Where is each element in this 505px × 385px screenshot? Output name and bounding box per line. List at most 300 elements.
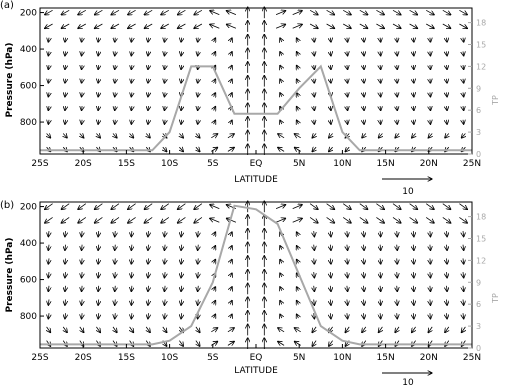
wind-vector — [65, 258, 66, 264]
wind-vector — [280, 273, 282, 277]
wind-vector — [48, 65, 49, 70]
wind-vector — [314, 79, 315, 83]
wind-vector — [230, 93, 232, 97]
wind-vector — [94, 217, 102, 223]
wind-vector — [276, 218, 286, 222]
wind-vector — [131, 120, 132, 125]
wind-vector — [94, 24, 102, 29]
wind-vector — [148, 65, 149, 70]
wind-vector — [314, 65, 315, 70]
wind-vector — [278, 341, 284, 345]
y2-tick-label: 6 — [476, 300, 482, 310]
wind-vector — [413, 106, 414, 111]
wind-vector — [330, 245, 331, 251]
wind-vector — [211, 328, 217, 332]
wind-vector — [198, 79, 199, 83]
wind-vector — [397, 258, 398, 264]
panel-b-label: (b) — [0, 200, 15, 211]
wind-vector — [210, 218, 220, 222]
wind-vector — [96, 327, 100, 333]
wind-vector — [347, 79, 348, 83]
y2-tick-label: 3 — [476, 128, 482, 138]
wind-vector — [347, 258, 348, 264]
wind-vector — [230, 273, 232, 277]
wind-vector — [364, 313, 365, 319]
wind-vector — [98, 313, 99, 319]
wind-vector — [447, 231, 448, 237]
wind-vector — [148, 51, 149, 56]
wind-vector — [413, 286, 414, 292]
panel-a-ylabel: Pressure (hPa) — [5, 42, 15, 118]
y2-tick-label: 12 — [476, 62, 487, 72]
wind-vector — [65, 313, 66, 319]
wind-vector — [397, 65, 398, 70]
wind-vector — [230, 314, 232, 318]
wind-vector — [163, 327, 167, 333]
wind-vector — [230, 259, 232, 263]
x-tick-label: 10N — [333, 353, 352, 363]
wind-vector — [63, 327, 67, 333]
wind-vector — [297, 314, 299, 318]
wind-vector — [293, 205, 303, 209]
wind-vector — [430, 65, 431, 70]
wind-vector — [144, 217, 152, 223]
wind-vector — [413, 120, 414, 125]
panel-b-x-axis — [31, 344, 481, 363]
wind-vector — [447, 245, 448, 251]
y-tick-label: 400 — [19, 45, 37, 56]
y2-tick-label: 12 — [476, 256, 487, 266]
x-tick-label: 20N — [419, 159, 438, 169]
wind-vector — [463, 231, 464, 237]
wind-vector — [276, 205, 286, 209]
wind-vector — [148, 300, 149, 306]
wind-vector — [364, 245, 365, 251]
wind-vector — [230, 232, 232, 236]
wind-vector — [397, 272, 398, 278]
y-tick-label: 200 — [19, 202, 37, 213]
wind-vector — [144, 204, 152, 210]
panel-a-tp-line — [40, 66, 472, 150]
wind-vector — [312, 341, 316, 347]
wind-vector — [45, 10, 53, 15]
y-tick-label: 400 — [19, 239, 37, 250]
panel-b-frame — [40, 202, 472, 348]
wind-vector — [181, 313, 182, 319]
wind-vector — [312, 327, 316, 333]
wind-vector — [48, 245, 49, 251]
wind-vector — [230, 38, 232, 42]
wind-vector — [228, 147, 234, 151]
wind-vector — [327, 204, 335, 210]
wind-vector — [380, 92, 381, 97]
panel-b-ylabel: Pressure (hPa) — [5, 237, 15, 313]
wind-vector — [297, 79, 299, 83]
wind-vector — [463, 286, 464, 292]
wind-vector — [447, 106, 448, 111]
wind-vector — [330, 258, 331, 264]
y2-tick-label: 0 — [476, 150, 482, 159]
wind-vector — [179, 134, 183, 139]
wind-vector — [131, 51, 132, 56]
wind-vector — [463, 272, 464, 278]
wind-vector — [430, 245, 431, 251]
wind-vector — [48, 272, 49, 278]
wind-vector — [181, 300, 182, 306]
wind-vector — [376, 204, 384, 210]
y2-tick-label: 6 — [476, 106, 482, 116]
wind-vector — [393, 10, 401, 15]
wind-vector — [82, 79, 83, 83]
wind-vector — [314, 51, 315, 56]
x-tick-label: 10S — [161, 353, 179, 363]
wind-vector — [395, 134, 399, 139]
wind-vector — [380, 245, 381, 251]
wind-vector — [211, 147, 217, 151]
wind-vector — [397, 286, 398, 292]
wind-vector — [194, 217, 202, 223]
wind-vector — [130, 327, 134, 333]
wind-vector — [364, 106, 365, 111]
wind-vector — [164, 38, 165, 43]
wind-vector — [148, 120, 149, 125]
wind-vector — [65, 38, 66, 43]
wind-vector — [194, 10, 202, 15]
wind-vector — [364, 65, 365, 70]
panel-a-y2label: TP — [491, 95, 500, 105]
wind-vector — [131, 300, 132, 306]
wind-vector — [314, 300, 315, 306]
wind-vector — [463, 120, 464, 125]
wind-vector — [131, 286, 132, 292]
wind-vector — [111, 204, 119, 210]
wind-vector — [280, 259, 282, 263]
x-tick-label: EQ — [249, 353, 263, 363]
wind-vector — [82, 231, 83, 237]
wind-vector — [463, 258, 464, 264]
wind-vector — [196, 134, 200, 139]
wind-vector — [47, 134, 51, 139]
wind-vector — [330, 65, 331, 70]
wind-vector — [210, 24, 220, 28]
wind-vector — [131, 38, 132, 43]
wind-vector — [447, 272, 448, 278]
wind-vector — [181, 245, 182, 251]
y2-tick-label: 3 — [476, 322, 482, 332]
wind-vector — [347, 286, 348, 292]
wind-vector — [65, 300, 66, 306]
wind-vector — [463, 51, 464, 56]
wind-vector — [347, 106, 348, 111]
wind-vector — [330, 79, 331, 83]
wind-vector — [280, 300, 282, 304]
wind-vector — [397, 38, 398, 43]
wind-vector — [380, 65, 381, 70]
wind-vector — [327, 217, 335, 223]
wind-vector — [98, 258, 99, 264]
wind-vector — [96, 134, 100, 139]
panel-b-y2-axis — [468, 213, 486, 353]
wind-vector — [128, 217, 136, 223]
wind-vector — [393, 217, 401, 223]
wind-vector — [330, 120, 331, 125]
wind-vector — [280, 79, 282, 83]
wind-vector — [345, 327, 349, 333]
wind-vector — [310, 24, 318, 29]
wind-vector — [128, 204, 136, 210]
wind-vector — [447, 65, 448, 70]
wind-vector — [343, 217, 351, 223]
y-tick-label: 600 — [19, 81, 37, 92]
wind-vector — [131, 313, 132, 319]
wind-vector — [380, 272, 381, 278]
wind-vector — [61, 217, 69, 223]
wind-vector — [330, 38, 331, 43]
wind-vector — [347, 300, 348, 306]
wind-vector — [410, 24, 418, 29]
wind-vector — [297, 246, 299, 250]
wind-vector — [48, 92, 49, 97]
wind-vector — [230, 65, 232, 69]
wind-vector — [410, 204, 418, 210]
wind-vector — [297, 52, 299, 56]
wind-vector — [364, 51, 365, 56]
wind-vector — [364, 272, 365, 278]
wind-vector — [164, 300, 165, 306]
wind-vector — [447, 258, 448, 264]
wind-vector — [380, 258, 381, 264]
wind-vector — [412, 134, 416, 139]
wind-vector — [179, 341, 183, 347]
x-tick-label: 15N — [376, 353, 395, 363]
wind-vector — [146, 327, 150, 333]
wind-vector — [428, 134, 432, 139]
wind-vector — [380, 286, 381, 292]
wind-vector — [177, 204, 185, 210]
wind-vector — [181, 258, 182, 264]
wind-vector — [45, 217, 53, 223]
wind-vector — [397, 79, 398, 83]
wind-vector — [98, 79, 99, 83]
wind-vector — [312, 147, 316, 152]
wind-vector — [459, 204, 467, 210]
wind-vector — [459, 10, 467, 15]
wind-vector — [447, 51, 448, 56]
y2-tick-label: 9 — [476, 84, 482, 94]
wind-vector — [177, 24, 185, 29]
wind-vector — [164, 120, 165, 125]
y-tick-label: 200 — [19, 8, 37, 19]
wind-vector — [48, 313, 49, 319]
wind-vector — [148, 272, 149, 278]
wind-vector — [445, 134, 449, 139]
wind-vector — [98, 38, 99, 43]
wind-vector — [347, 51, 348, 56]
wind-vector — [314, 286, 315, 292]
wind-vector — [297, 259, 299, 263]
wind-vector — [161, 217, 169, 223]
wind-vector — [98, 231, 99, 237]
panel-b-xlabel: LATITUDE — [234, 366, 278, 376]
wind-vector — [280, 93, 282, 97]
wind-vector — [445, 327, 449, 333]
wind-vector — [343, 204, 351, 210]
wind-vector — [360, 204, 368, 210]
wind-vector — [447, 300, 448, 306]
wind-vector — [314, 272, 315, 278]
x-tick-label: 5S — [207, 353, 219, 363]
wind-vector — [47, 327, 51, 333]
wind-vector — [293, 11, 303, 15]
wind-vector — [131, 258, 132, 264]
wind-vector — [329, 341, 333, 347]
wind-vector — [161, 204, 169, 210]
wind-vector — [113, 327, 117, 333]
y2-tick-label: 15 — [476, 234, 487, 244]
wind-vector — [63, 134, 67, 139]
wind-vector — [146, 134, 150, 139]
wind-vector — [210, 11, 220, 15]
wind-vector — [347, 120, 348, 125]
wind-vector — [82, 120, 83, 125]
wind-vector — [164, 79, 165, 83]
wind-vector — [413, 38, 414, 43]
wind-vector — [181, 286, 182, 292]
wind-vector — [443, 24, 451, 29]
wind-vector — [161, 10, 169, 15]
wind-vector — [413, 245, 414, 251]
wind-vector — [48, 51, 49, 56]
wind-vector — [78, 24, 86, 29]
wind-vector — [463, 38, 464, 43]
wind-vector — [447, 92, 448, 97]
wind-vector — [329, 147, 333, 152]
wind-vector — [397, 231, 398, 237]
wind-vector — [115, 272, 116, 278]
wind-vector — [177, 10, 185, 15]
wind-vector — [397, 92, 398, 97]
wind-vector — [65, 65, 66, 70]
wind-vector — [82, 286, 83, 292]
x-tick-label: 25N — [462, 353, 482, 363]
wind-vector — [413, 79, 414, 83]
panel-b-refvec-label: 10 — [402, 378, 414, 385]
wind-vector — [115, 65, 116, 70]
wind-vector — [98, 106, 99, 111]
wind-vector — [181, 231, 182, 237]
wind-vector — [413, 313, 414, 319]
wind-vector — [393, 204, 401, 210]
wind-vector — [115, 106, 116, 111]
wind-vector — [48, 258, 49, 264]
wind-vector — [113, 134, 117, 139]
wind-vector — [294, 341, 300, 345]
wind-vector — [48, 300, 49, 306]
wind-vector — [397, 313, 398, 319]
wind-vector — [347, 92, 348, 97]
wind-vector — [297, 300, 299, 304]
wind-vector — [428, 327, 432, 333]
y2-tick-label: 18 — [476, 212, 487, 222]
wind-vector — [211, 341, 217, 345]
wind-vector — [98, 65, 99, 70]
wind-vector — [115, 38, 116, 43]
wind-vector — [380, 120, 381, 125]
wind-vector — [181, 106, 182, 111]
panel-b — [0, 200, 500, 385]
wind-vector — [82, 313, 83, 319]
wind-vector — [347, 231, 348, 237]
x-tick-label: 25N — [462, 159, 482, 169]
wind-vector — [78, 204, 86, 210]
wind-vector — [61, 24, 69, 29]
wind-vector — [61, 10, 69, 15]
wind-vector — [230, 287, 232, 291]
wind-vector — [115, 258, 116, 264]
wind-vector — [364, 79, 365, 83]
wind-vector — [430, 313, 431, 319]
wind-vector — [111, 10, 119, 15]
wind-vector — [376, 24, 384, 29]
wind-vector — [443, 204, 451, 210]
wind-vector — [430, 106, 431, 111]
wind-vector — [198, 231, 199, 237]
wind-vector — [230, 120, 232, 124]
wind-vector — [380, 79, 381, 83]
wind-vector — [459, 24, 467, 29]
wind-vector — [297, 38, 299, 42]
wind-vector — [294, 147, 300, 151]
wind-vector — [347, 245, 348, 251]
wind-vector — [214, 120, 216, 124]
wind-vector — [393, 24, 401, 29]
wind-vector — [98, 245, 99, 251]
wind-vector — [48, 106, 49, 111]
wind-vector — [115, 313, 116, 319]
wind-vector — [378, 134, 382, 139]
wind-vector — [461, 327, 465, 333]
wind-vector — [330, 106, 331, 111]
wind-vector — [314, 92, 315, 97]
wind-vector — [198, 106, 199, 111]
wind-vector — [397, 106, 398, 111]
wind-vector — [48, 38, 49, 43]
x-tick-label: 15S — [117, 353, 135, 363]
wind-vector — [214, 259, 216, 263]
wind-vector — [198, 92, 199, 97]
wind-vector — [413, 272, 414, 278]
wind-vector — [65, 272, 66, 278]
wind-vector — [98, 92, 99, 97]
wind-vector — [164, 286, 165, 292]
wind-vector — [194, 204, 202, 210]
wind-vector — [380, 106, 381, 111]
wind-vector — [380, 38, 381, 43]
y2-tick-label: 18 — [476, 18, 487, 28]
wind-vector — [148, 231, 149, 237]
wind-vector — [98, 300, 99, 306]
panel-a-label: (a) — [0, 0, 14, 11]
wind-vector — [82, 38, 83, 43]
wind-vector — [312, 134, 316, 139]
wind-vector — [347, 272, 348, 278]
wind-vector — [276, 24, 286, 28]
wind-vector — [198, 38, 199, 43]
wind-vector — [80, 134, 84, 139]
wind-vector — [280, 65, 282, 69]
wind-vector — [397, 51, 398, 56]
wind-vector — [131, 92, 132, 97]
